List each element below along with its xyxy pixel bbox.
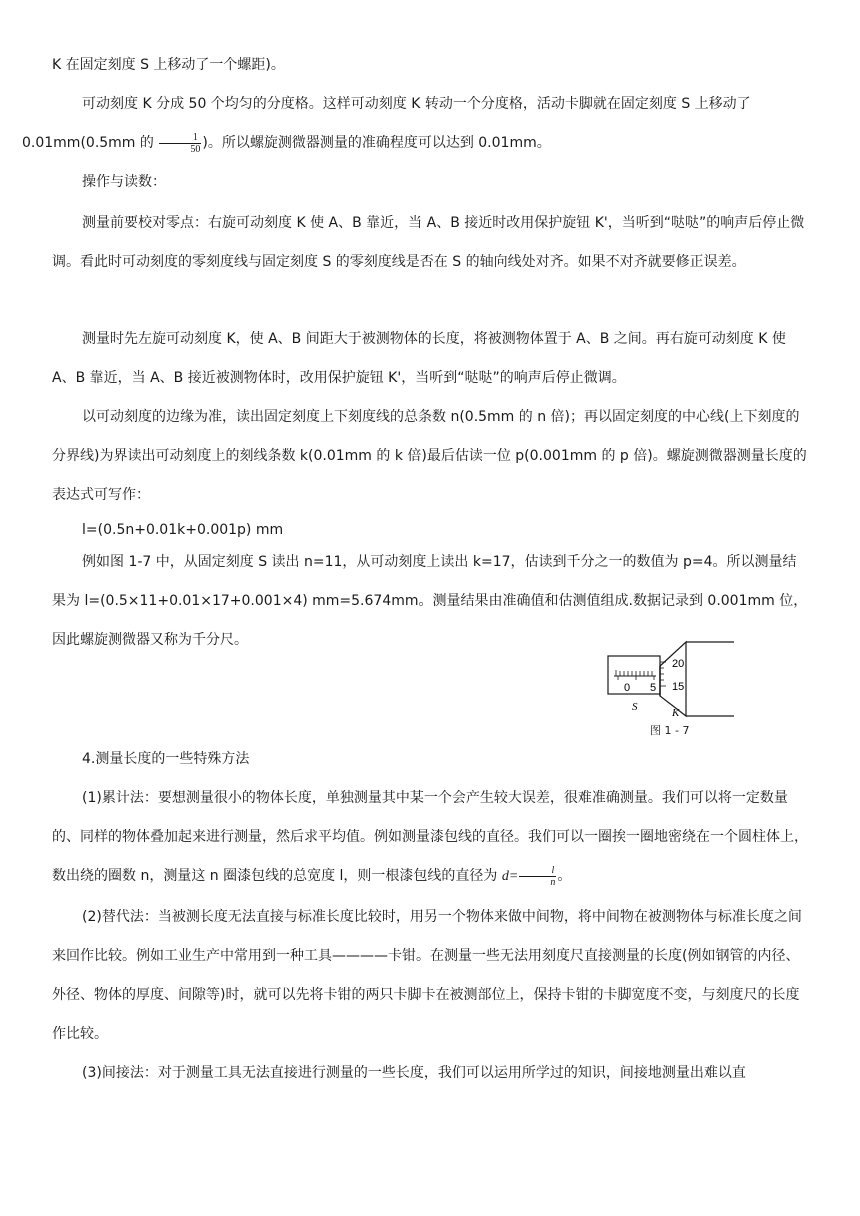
micrometer-diagram bbox=[606, 634, 738, 730]
paragraph-text: K 在固定刻度 S 上移动了一个螺距)。 bbox=[52, 57, 285, 73]
paragraph-text: (3)间接法：对于测量工具无法直接进行测量的一些长度，我们可以运用所学过的知识，间接地测量出难以直 bbox=[82, 1065, 746, 1081]
formula-lhs: d= bbox=[501, 869, 519, 884]
fraction-denominator: 50 bbox=[190, 143, 201, 155]
paragraph-text: (1)累计法：要想测量很小的物体长度，单独测量其中某一个会产生较大误差，很难准确测量。我们可以将一定数量的、同样的物体叠加起来进行测量，然后求平均值。例如测量漆包线的直径。我们可以一圈挨一圈地密绕在一个圆柱体上，数出绕的圈数 n，测量这 n 圈漆包线的总宽度 l，则一根漆包线的直径为 bbox=[52, 790, 808, 884]
fraction bbox=[519, 865, 556, 888]
formula-line bbox=[52, 515, 808, 545]
paragraph-indirect-method bbox=[52, 1054, 808, 1093]
paragraph-text: 4.测量长度的一些特殊方法 bbox=[82, 751, 250, 767]
paragraph-text: 以可动刻度的边缘为准，读出固定刻度上下刻度线的总条数 n(0.5mm 的 n 倍)；再以固定刻度的中心线(上下刻度的分界线)为界读出可动刻度上的刻线条数 k(0.01mm 的 k 倍)最后估读一位 p(0.001mm 的 p 倍)。螺旋测微器测量长度的表达式可写作： bbox=[52, 409, 807, 503]
fraction-denominator: n bbox=[550, 877, 556, 889]
fixed-scale-label-s: S bbox=[632, 701, 638, 713]
paragraph-continuation bbox=[52, 46, 808, 85]
figure-caption: 图 1 - 7 bbox=[650, 724, 690, 737]
paragraph-text: (2)替代法：当被测长度无法直接与标准长度比较时，用另一个物体来做中间物，将中间物在被测物体与标准长度之间来回作比较。例如工业生产中常用到一种工具————卡钳。在测量一些无法用刻度尺直接测量的长度(例如钢管的内径、外径、物体的厚度、间隙等)时，就可以先将卡钳的两只卡脚卡在被测部位上，保持卡钳的卡脚宽度不变，与刻度尺的长度作比较。 bbox=[52, 909, 802, 1042]
fraction-numerator: 1 bbox=[159, 132, 201, 144]
paragraph-substitution-method bbox=[52, 898, 808, 1054]
sleeve-label-5: 5 bbox=[650, 682, 657, 694]
paragraph-text: 测量时先左旋可动刻度 K，使 A、B 间距大于被测物体的长度，将被测物体置于 A、B 之间。再右旋可动刻度 K 使 A、B 靠近，当 A、B 接近被测物体时，改用保护旋钮 K'，当听到“哒哒”的响声后停止微调。 bbox=[52, 331, 786, 386]
paragraph-text: 可动刻度 K 分成 50 个均匀的分度格。这样可动刻度 K 转动一个分度格，活动卡脚就在固定刻度 S 上移动了 bbox=[82, 96, 751, 112]
paragraph-text: 0.01mm(0.5mm 的 bbox=[22, 135, 154, 151]
paragraph-text: 操作与读数： bbox=[82, 174, 166, 190]
paragraph-accumulation-method bbox=[52, 779, 808, 896]
paragraph-text: 。 bbox=[557, 868, 572, 884]
section-heading-special-methods bbox=[52, 740, 808, 779]
paragraph-reading bbox=[52, 398, 808, 515]
paragraph-scale-divisions bbox=[22, 85, 808, 163]
fraction-numerator: l bbox=[519, 865, 556, 877]
paragraph-text: 测量前要校对零点：右旋可动刻度 K 使 A、B 靠近，当 A、B 接近时改用保护旋钮 K'，当听到“哒哒”的响声后停止微调。看此时可动刻度的零刻度线与固定刻度 S 的零刻度线是否在 S 的轴向线处对齐。如果不对齐就要修正误差。 bbox=[52, 215, 805, 270]
thimble-label-20: 20 bbox=[672, 658, 685, 670]
movable-scale-label-k: K bbox=[672, 707, 680, 719]
paragraph-text: )。所以螺旋测微器测量的准确程度可以达到 0.01mm。 bbox=[202, 135, 551, 151]
fraction bbox=[159, 132, 201, 155]
paragraph-measure-procedure bbox=[52, 320, 808, 398]
formula-text: l=(0.5n+0.01k+0.001p) mm bbox=[82, 522, 284, 538]
diameter-formula bbox=[501, 865, 557, 889]
section-heading-operation bbox=[52, 163, 808, 202]
paragraph-text: 例如图 1-7 中，从固定刻度 S 读出 n=11，从可动刻度上读出 k=17，估读到千分之一的数值为 p=4。所以测量结果为 l=(0.5×11+0.01×17+0.001×4) mm=5.674mm。测量结果由准确值和估测值组成.数据记录到 0.001mm 位，因此螺旋测微器又称为千分尺。 bbox=[52, 554, 808, 648]
paragraph-zero-check bbox=[52, 204, 808, 282]
thimble-label-15: 15 bbox=[672, 681, 685, 693]
sleeve-label-0: 0 bbox=[624, 682, 631, 694]
